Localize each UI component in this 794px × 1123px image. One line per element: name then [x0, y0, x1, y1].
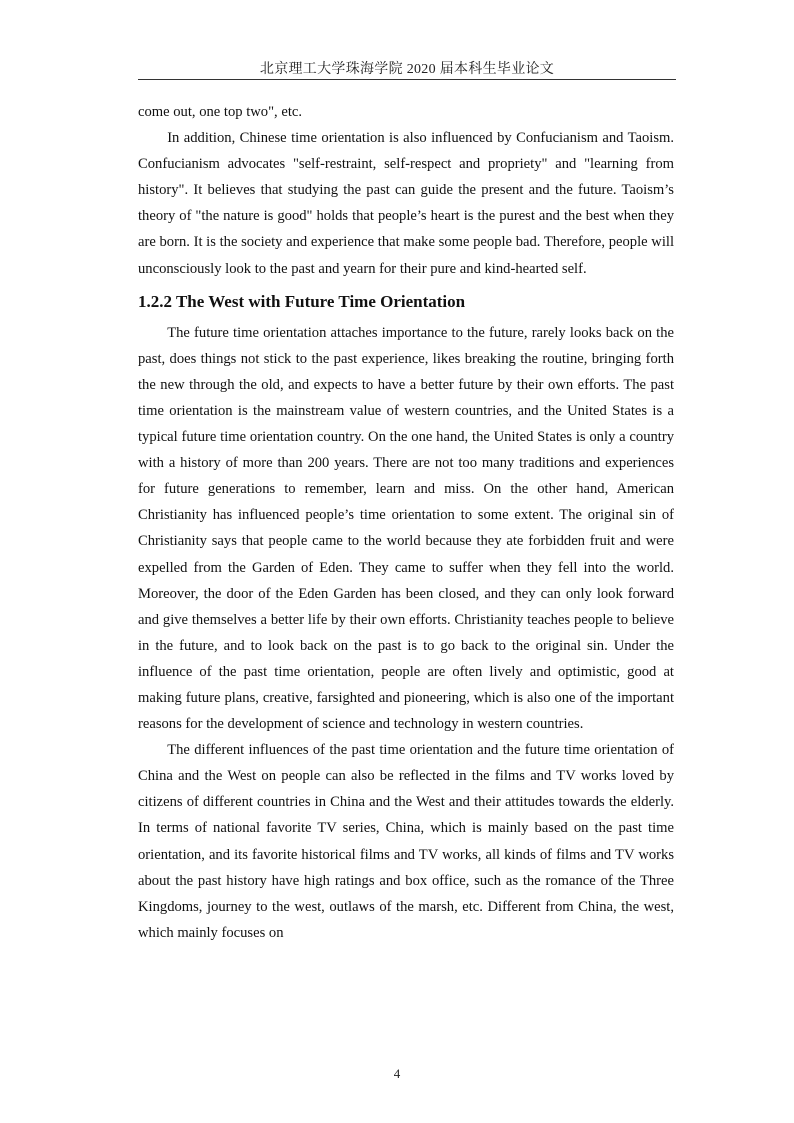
paragraph-films-tv: The different influences of the past time orientation and the future time orientation of China and the West on people can also be reflected in the films and TV works loved by citizens of different countries in China and the West and their attitudes towards the elderly. In terms of national favorite TV series, China, which is mainly based on the past time orientation, and its favorite historical films and TV works, all kinds of films and TV works about the past history have high ratings and box office, such as the romance of the Three Kingdoms, journey to the west, outlaws of the marsh, etc. Different from China, the west, which mainly focuses on: [138, 742, 674, 941]
paragraph-taoism: In addition, Chinese time orientation is also influenced by Confucianism and Taoism. Confucianism advocates "self-restraint, self-respect and propriety" and "learning from history". It believes that studying the past can guide the present and the future. Taoism’s theory of "the nature is good" holds that people’s heart is the purest and the best when they are born. It is the society and experience that make some people bad. Therefore, people will unconsciously look to the past and yearn for their pure and kind-hearted self.: [138, 130, 674, 277]
header-divider: [138, 79, 676, 80]
page-number: 4: [393, 1066, 401, 1081]
paragraph-future-orientation: The future time orientation attaches importance to the future, rarely looks back on the past, does things not stick to the past experience, likes breaking the routine, bringing forth the new through the old, and expects to have a better future by their own efforts. The past time orientation is the mainstream value of western countries, and the United States is a typical future time orientation country. On the one hand, the United States is only a country with a history of more than 200 years. There are not too many traditions and experiences for future generations to remember, learn and miss. On the other hand, American Christianity has influenced people’s time orientation to some extent. The original sin of Christianity says that people came to the world because they ate forbidden fruit and were expelled from the Garden of Eden. They came to suffer when they fell into the world. Moreover, the door of the Eden Garden has been closed, and they can only look forward and give themselves a better life by their own efforts. Christianity teaches people to believe in the future, and to look back on the past is to go back to the original sin. Under the influence of the past time orientation, people are often lively and optimistic, good at making future plans, creative, farsighted and pioneering, which is also one of the important reasons for the development of science and technology in western countries.: [138, 324, 674, 733]
section-heading: 1.2.2 The West with Future Time Orientation: [138, 291, 466, 311]
paragraph-continuation: come out, one top two", etc.: [138, 104, 303, 120]
document-body: [138, 99, 674, 946]
page-header-title: 北京理工大学珠海学院 2020 届本科生毕业论文: [259, 62, 555, 77]
